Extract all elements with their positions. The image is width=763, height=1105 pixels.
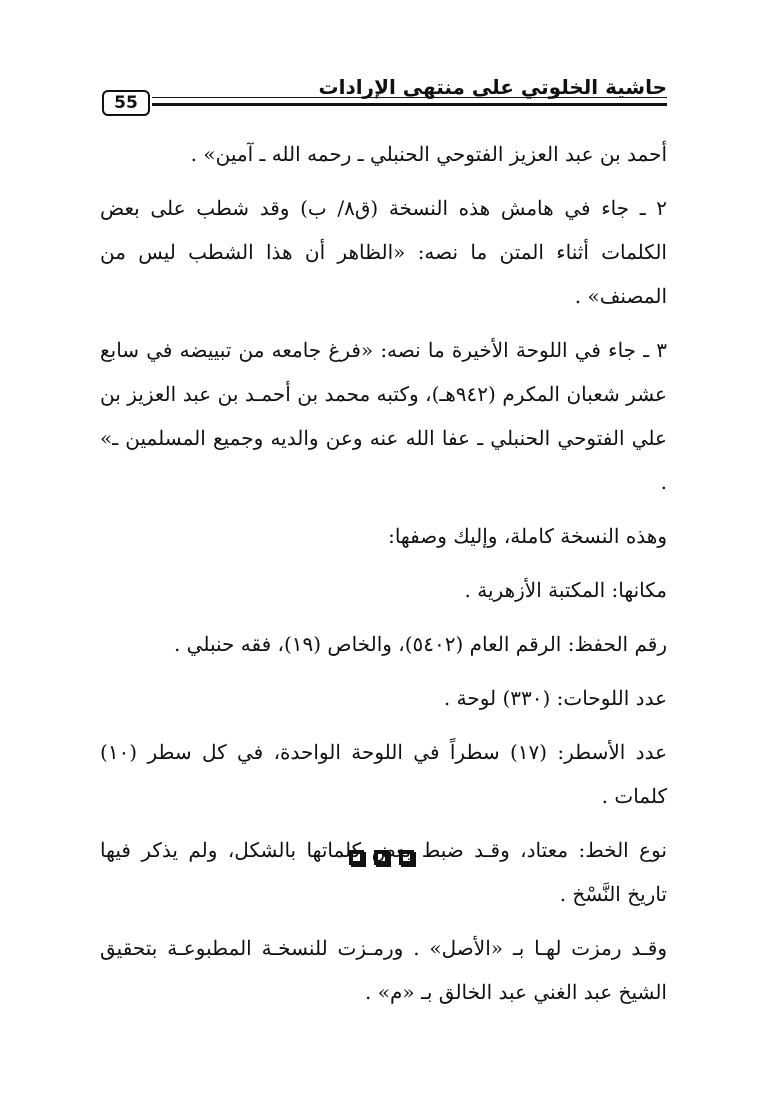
paragraph-4: وهذه النسخة كاملة، وإليك وصفها: xyxy=(388,524,667,548)
paragraph-8: عدد الأسطر: (١٧) سطراً في اللوحة الواحدة، في كل سطر (١٠) كلمات . xyxy=(100,740,667,808)
paragraph-2: ٢ ـ جاء في هامش هذه النسخة (ق٨/ ب) وقد شطب على بعض الكلمات أثناء المتن ما نصه: «الظاهر أن هذا الشطب ليس من المصنف» . xyxy=(100,196,667,308)
square-ornament-icon xyxy=(374,850,389,865)
square-ornament-icon xyxy=(349,850,364,865)
paragraph-5: مكانها: المكتبة الأزهرية . xyxy=(464,578,667,602)
header-rule-thick xyxy=(152,103,667,106)
running-title: حاشية الخلوتي على منتهى الإرادات xyxy=(318,75,667,99)
section-separator xyxy=(0,850,763,865)
header-rule-thin xyxy=(152,97,667,98)
body-text xyxy=(100,132,667,1024)
square-ornament-icon xyxy=(399,850,414,865)
paragraph-3: ٣ ـ جاء في اللوحة الأخيرة ما نصه: «فرغ جامعه من تبييضه في سابع عشر شعبان المكرم (٩٤٢هـ)، وكتبه محمد بن أحمـد بن عبد العزيز بن علي الفتوحي الحنبلي ـ عفا الله عنه وعن والديه وجميع المسلمين ـ» . xyxy=(100,338,667,494)
paragraph-7: عدد اللوحات: (٣٣٠) لوحة . xyxy=(443,686,667,710)
page-number: 55 xyxy=(102,90,150,116)
paragraph-1: أحمد بن عبد العزيز الفتوحي الحنبلي ـ رحمه الله ـ آمين» . xyxy=(190,142,667,166)
paragraph-10: وقـد رمزت لهـا بـ «الأصل» . ورمـزت للنسخـة المطبوعـة بتحقيق الشيخ عبد الغني عبد الخالق بـ «م» . xyxy=(100,936,667,1004)
paragraph-9: نوع الخط: معتاد، وقـد ضبط بعض كلماتها بالشكل، ولم يذكر فيها تاريخ النَّسْخ . xyxy=(100,838,667,906)
paragraph-6: رقم الحفظ: الرقم العام (٥٤٠٢)، والخاص (١٩)، فقه حنبلي . xyxy=(173,632,667,656)
